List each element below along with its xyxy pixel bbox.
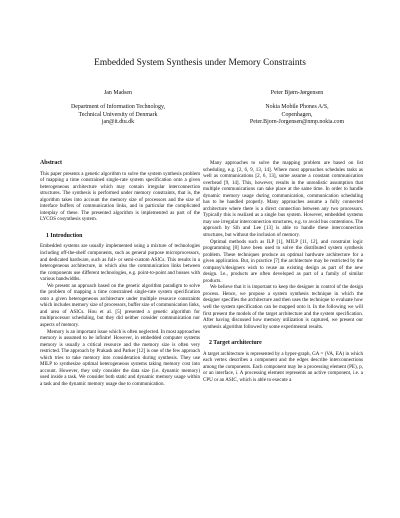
- author-affiliation: Nokia Mobile Phones A/S,: [265, 104, 329, 111]
- paragraph: A target architecture is represented by a hyper-graph, GA = (VA, EA) in which each vertex describes a component and the edges describe interconnections among the components. Each component may be a processing element (PE), p, or an interface, i. A processing element represents an active component, i.e. a CPU or an ASIC, which is able to execute a: [203, 350, 363, 383]
- abstract-text: This paper presents a genetic algorithm to solve the system synthesis problem of mapping a time constrained single-rate system specification onto a given heterogeneous architecture which may contain irregular interconnection structures. The synthesis is performed under memory constraints, that is, the algorithm takes into account the memory size of processors and the size of interface buffers of communication links, and in particular the complicated interplay of these. The presented algorithm is implemented as part of the LYCOS cosynthesis system.: [40, 170, 200, 223]
- author-affiliation: Technical University of Denmark: [78, 111, 158, 118]
- paper-title: Embedded System Synthesis under Memory Constraints: [94, 58, 306, 68]
- author-affiliation: Copenhagen,: [281, 111, 313, 118]
- section-heading: 1 Introduction: [46, 232, 83, 239]
- paragraph: Many approaches to solve the mapping problem are based on list scheduling, e.g. [2, 6, 9, 13, 14]. Where most approaches schedules tasks as well as communications [2, 6, 13], some assume a constant communication overhead [9, 14]. This, however, results in the unrealistic assumption that multiple communications can take place at the same time. In order to handle dynamic memory usage during communication, communication scheduling has to be handled properly. Many approaches assume a fully connected architecture where there is a direct connection between any two processors. Typically this is realized as a single bus system. However, embedded systems may use irregular interconnection structures, e.g. to avoid bus contentions. The approach by Sih and Lee [13] is able to handle these interconnection structures, but without the inclusion of memory.: [203, 160, 363, 239]
- author-name: Peter Bjørn-Jørgensen: [270, 90, 324, 96]
- paragraph: Embedded systems are usually implemented using a mixture of technologies including off-the-shelf components, such as general purpose microprocessors, and dedicated hardware, such as full- or semi-custom ASICs. This results in a heterogeneous architecture, in which also the communication links between the components use different technologies, e.g. point-to-point and busses with various bandwidths.: [40, 243, 200, 283]
- author-block-2: [232, 90, 362, 126]
- right-column: [203, 160, 363, 384]
- paragraph: We believe that it is important to keep the designer in control of the design process. Hence, we propose a system synthesis technique in which the designer specifies the architecture and then uses the technique to evaluate how well the system specification can be mapped onto it. In the following we will first present the models of the target architecture and the system specification. After having discussed how memory utilization is captured, we present our synthesis algorithm followed by some experimental results.: [203, 284, 363, 330]
- author-email: Peter.Bjorn-Jorgensen@nmp.nokia.com: [249, 118, 345, 125]
- author-email: jan@it.dtu.dk: [101, 118, 135, 125]
- paragraph: We present an approach based on the genetic algorithm paradigm to solve the problem of mapping a time constrained single-rate system specification onto a given heterogeneous architecture under multiple resource constraints which includes memory size of processors, buffer size of communication links, and area of ASICs. Hou et al. [5] presented a genetic algorithm for multiprocessor scheduling, but they did neither consider communication nor aspects of memory.: [40, 282, 200, 329]
- author-block-1: [58, 90, 178, 126]
- paragraph: Memory is an important issue which is often neglected. In most approaches memory is assumed to be infinite! However, in embedded computer systems memory is usually a critical resource and the memory size is often very restricted. The approach by Prakash and Parker [12] is one of the few approach which tries to take memory into consideration during synthesis. They use MILP to synthesize optimal heterogeneous systems taking memory cost into account. However, they only consider the data size (i.e. dynamic memory) used inside a task. We consider both static and dynamic memory usage within a task and the dynamic memory usage due to communication.: [40, 328, 200, 387]
- left-column: [40, 160, 200, 388]
- section-heading: 2 Target architecture: [209, 340, 262, 347]
- author-affiliation: Department of Information Technology,: [71, 104, 165, 111]
- abstract-heading: Abstract: [40, 160, 62, 166]
- paragraph: Optimal methods such as ILP [1], MILP [11, 12], and constraint logic programming [8] have been used to solve the distributed system synthesis problem. These techniques produce an optimal hardware architecture for a given application. But, in practice [7] the architecture may be restricted by the company's/designers wish to reuse an existing design as part of the new design. I.e., products are often developed as part of a family of similar products.: [203, 238, 363, 284]
- author-name: Jan Madsen: [104, 90, 132, 96]
